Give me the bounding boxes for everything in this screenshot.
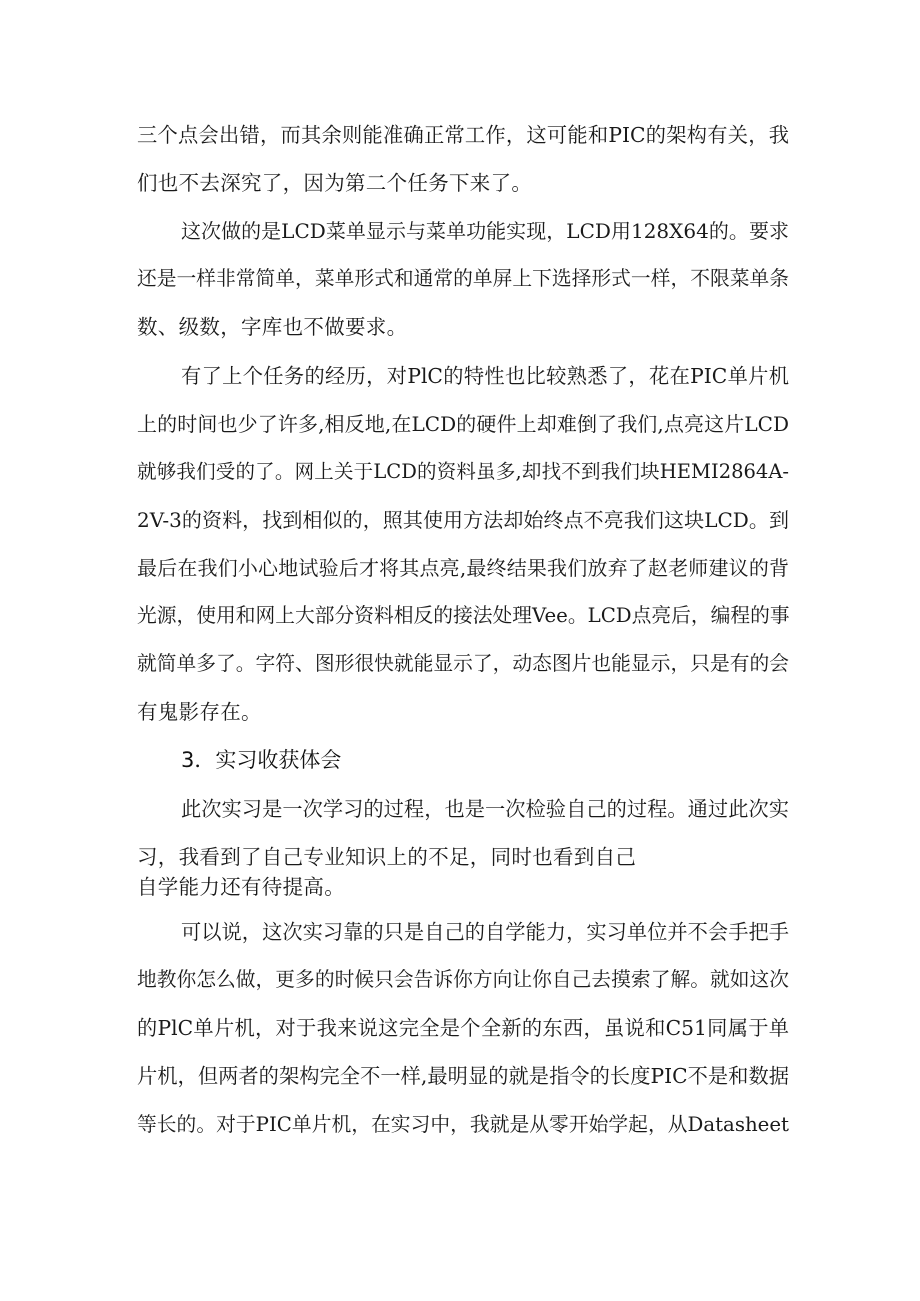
- text-line: 自学能力还有待提高。: [137, 875, 345, 899]
- text-line: 习，我看到了自己专业知识上的不足，同时也看到自己: [137, 845, 637, 869]
- text-line: 2V-3的资料，找到相似的，照其使用方法却始终点不亮我们这块LCD。到: [137, 508, 789, 532]
- text-line: 们也不去深究了，因为第二个任务下来了。: [137, 171, 533, 195]
- text-line: 就够我们受的了。网上关于LCD的资料虽多,却找不到我们块HEMI2864A-: [137, 460, 789, 483]
- text-line: 地教你怎么做，更多的时候只会告诉你方向让你自己去摸索了解。就如这次: [137, 968, 789, 991]
- text-line: 三个点会出错，而其余则能准确正常工作，这可能和PIC的架构有关，我: [137, 123, 789, 147]
- text-line: 就简单多了。字符、图形很快就能显示了，动态图片也能显示，只是有的会: [137, 652, 789, 675]
- text-line: 这次做的是LCD菜单显示与菜单功能实现，LCD用128X64的。要求: [181, 219, 789, 243]
- text-line: 片机，但两者的架构完全不一样,最明显的就是指令的长度PIC不是和数据: [137, 1064, 789, 1088]
- section-heading: 3．实习收获体会: [181, 748, 342, 772]
- text-line: 数、级数，字库也不做要求。: [137, 315, 408, 339]
- text-line: 此次实习是一次学习的过程，也是一次检验自己的过程。通过此次实: [181, 797, 789, 821]
- text-line: 最后在我们小心地试验后才将其点亮,最终结果我们放弃了赵老师建议的背: [137, 556, 789, 580]
- text-line: 还是一样非常简单，菜单形式和通常的单屏上下选择形式一样，不限菜单条: [137, 267, 789, 290]
- text-line: 等长的。对于PIC单片机，在实习中，我就是从零开始学起，从Datasheet: [137, 1113, 789, 1136]
- text-line: 光源，使用和网上大部分资料相反的接法处理Vee。LCD点亮后，编程的事: [137, 604, 790, 627]
- text-line: 上的时间也少了许多,相反地,在LCD的硬件上却难倒了我们,点亮这片LCD: [137, 412, 789, 436]
- text-line: 的PlC单片机，对于我来说这完全是个全新的东西，虽说和C51同属于单: [137, 1016, 789, 1040]
- text-line: 可以说，这次实习靠的只是自己的自学能力，实习单位并不会手把手: [181, 920, 789, 944]
- text-line: 有了上个任务的经历，对PlC的特性也比较熟悉了，花在PIC单片机: [181, 364, 789, 388]
- text-line: 有鬼影存在。: [137, 700, 262, 724]
